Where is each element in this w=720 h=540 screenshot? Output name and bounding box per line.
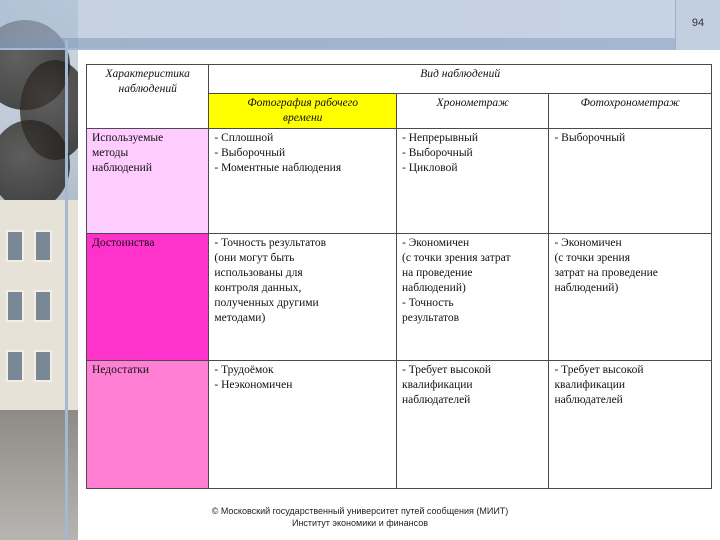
row-label-advantages: Достоинства (87, 233, 209, 360)
cell-advantages-timing: - Экономичен (с точки зрения затрат на проведение наблюдений) - Точность результатов (396, 233, 548, 360)
column-header-timing: Хронометраж (396, 94, 548, 129)
cell-advantages-photo-timing: - Экономичен (с точки зрения затрат на проведение наблюдений) (549, 233, 712, 360)
cell-disadvantages-photo-timing: - Требует высокой квалификации наблюдателей (549, 360, 712, 488)
cell-methods-photo-timing: - Выборочный (549, 128, 712, 233)
corner-header: Характеристика наблюдений (87, 65, 209, 129)
column-header-work-time-photo: Фотография рабочего времени (209, 94, 397, 129)
cell-advantages-work-time-photo: - Точность результатов (они могут быть использованы для контроля данных, полученных другими методами) (209, 233, 397, 360)
column-header-photo-timing: Фотохронометраж (549, 94, 712, 129)
divider-horizontal (0, 48, 720, 50)
page-number: 94 (675, 0, 720, 50)
footer-institute: Институт экономики и финансов (291, 518, 429, 529)
cell-methods-timing: - Непрерывный - Выборочный - Цикловой (396, 128, 548, 233)
row-label-disadvantages: Недостатки (87, 360, 209, 488)
cell-methods-work-time-photo: - Сплошной - Выборочный - Моментные наблюдения (209, 128, 397, 233)
group-header: Вид наблюдений (209, 65, 712, 94)
footer-copyright (150, 505, 570, 529)
row-label-methods: Используемые методы наблюдений (87, 128, 209, 233)
footer-university: © Московский государственный университет путей сообщения (МИИТ) (211, 506, 509, 516)
cell-disadvantages-work-time-photo: - Трудоёмок - Неэкономичен (209, 360, 397, 488)
divider-vertical (65, 40, 68, 540)
header-band (0, 0, 720, 50)
cell-disadvantages-timing: - Требует высокой квалификации наблюдателей (396, 360, 548, 488)
observation-types-table (86, 64, 712, 489)
